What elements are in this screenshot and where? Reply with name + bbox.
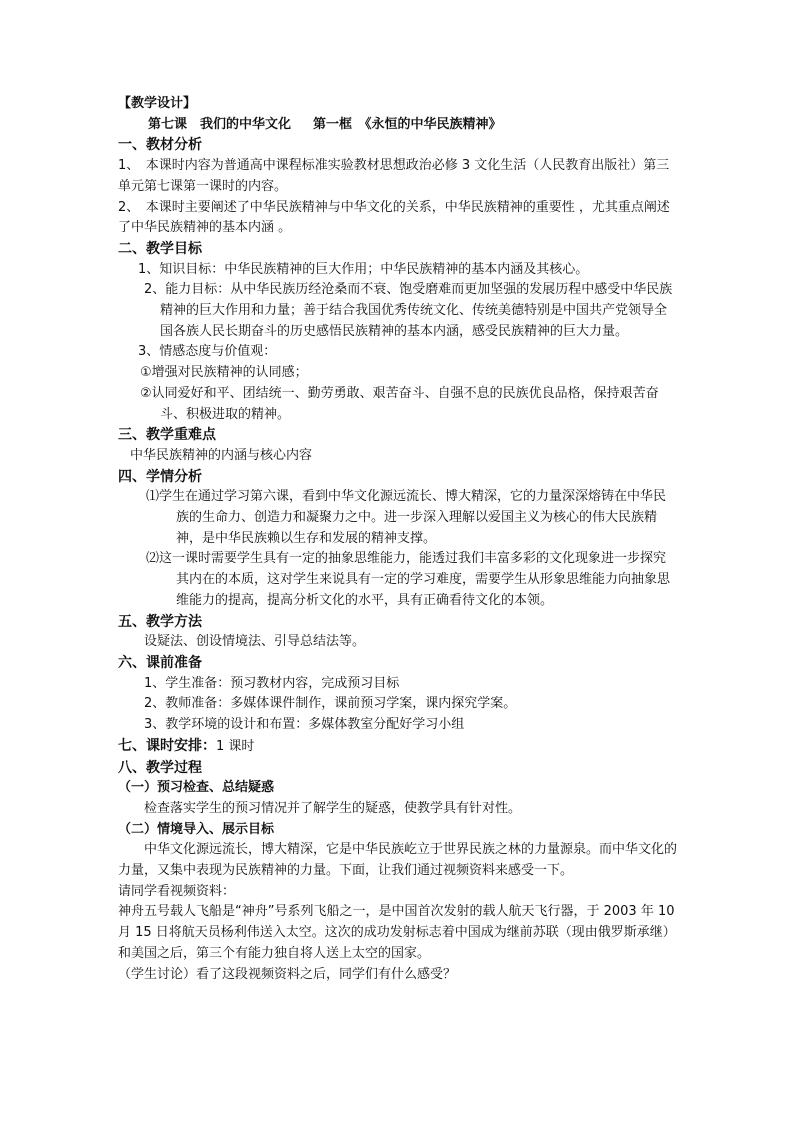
section-heading-teaching-methods: 五、教学方法 xyxy=(118,613,202,630)
goal-emotion-heading: 3、情感态度与价值观： xyxy=(138,344,277,360)
teaching-methods-text: 设疑法、创设情境法、引导总结法等。 xyxy=(144,634,366,650)
textbook-analysis-item-1: 1、 本课时内容为普通高中课程标准实验教材思想政治必修 3 文化生活（人民教育出版社）第三单元第七课第一课时的内容。 xyxy=(118,158,670,194)
discussion-question: （学生讨论）看了这段视频资料之后，同学们有什么感受？ xyxy=(118,966,457,982)
preparation-teacher: 2、教师准备：多媒体课件制作，课前预习学案，课内探究学案。 xyxy=(144,696,517,712)
document-header: 【教学设计】 xyxy=(118,96,197,111)
lesson-title xyxy=(118,115,678,136)
goal-emotion-item-2: ②认同爱好和平、团结统一、勤劳勇敢、艰苦奋斗、自强不息的民族优良品格，保持艰苦奋斗、积极进取的精神。 xyxy=(140,385,659,422)
student-analysis-item-1: ⑴学生在通过学习第六课，看到中华文化源远流长、博大精深，它的力量深深熔铸在中华民族的生命力、创造力和凝聚力之中。进一步深入理解以爱国主义为核心的伟大民族精神，是中华民族赖以生存和发展的精神支撑。 xyxy=(146,489,667,546)
key-points-text: 中华民族精神的内涵与核心内容 xyxy=(130,447,313,463)
schedule-line xyxy=(118,736,678,758)
section-heading-teaching-goals: 二、教学目标 xyxy=(118,240,202,257)
preparation-environment: 3、教学环境的设计和布置：多媒体教室分配好学习小组 xyxy=(144,717,465,733)
frame-name: 第一框 《永恒的中华民族精神》 xyxy=(313,116,502,132)
section-heading-schedule: 七、课时安排： xyxy=(118,737,216,754)
process-subtext-1: 检查落实学生的预习情况并了解学生的疑惑，使教学具有针对性。 xyxy=(144,800,522,816)
lesson-name: 第七课 我们的中华文化 xyxy=(148,116,292,132)
video-material: 神舟五号载人飞船是“神舟”号系列飞船之一，是中国首次发射的载人航天飞行器，于 2003 年 10 月 15 日将航天员杨利伟送入太空。这次的成功发射标志着中国成为继前苏联（现由俄罗斯承继）和美国之后，第三个有能力独自将人送上太空的国家。 xyxy=(118,904,676,961)
goal-knowledge: 1、知识目标：中华民族精神的巨大作用；中华民族精神的基本内涵及其核心。 xyxy=(138,261,589,277)
section-heading-process: 八、教学过程 xyxy=(118,759,202,776)
schedule-value: 1 课时 xyxy=(216,738,255,754)
video-prompt: 请同学看视频资料： xyxy=(118,883,236,899)
section-heading-preparation: 六、课前准备 xyxy=(118,654,202,671)
student-analysis-item-2: ⑵这一课时需要学生具有一定的抽象思维能力，能透过我们丰富多彩的文化现象进一步探究其内在的本质，这对学生来说具有一定的学习难度，需要学生从形象思维能力向抽象思维能力的提高，提高分析文化的水平，具有正确看待文化的本领。 xyxy=(146,551,671,608)
goal-ability: 2、能力目标：从中华民族历经沧桑而不衰、饱受磨难而更加坚强的发展历程中感受中华民族精神的巨大作用和力量；善于结合我国优秀传统文化、传统美德特别是中国共产党领导全国各族人民长期奋斗的历史感悟民族精神的基本内涵，感受民族精神的巨大力量。 xyxy=(144,282,673,339)
document-body xyxy=(118,94,678,985)
section-heading-key-points: 三、教学重难点 xyxy=(118,427,216,444)
process-subheading-1: （一）预习检查、总结疑惑 xyxy=(118,780,275,796)
process-subheading-2: （二）情境导入、展示目标 xyxy=(118,821,275,837)
preparation-student: 1、学生准备：预习教材内容，完成预习目标 xyxy=(144,675,400,691)
textbook-analysis-item-2: 2、 本课时主要阐述了中华民族精神与中华文化的关系，中华民族精神的重要性 ，尤其重点阐述了中华民族精神的基本内涵 。 xyxy=(118,199,670,236)
section-heading-student-analysis: 四、学情分析 xyxy=(118,468,202,485)
section-heading-textbook-analysis: 一、教材分析 xyxy=(118,137,202,154)
process-subtext-2: 中华文化源远流长，博大精深，它是中华民族屹立于世界民族之林的力量源泉。而中华文化的力量，又集中表现为民族精神的力量。下面，让我们通过视频资料来感受一下。 xyxy=(118,842,678,879)
goal-emotion-item-1: ①增强对民族精神的认同感； xyxy=(140,365,308,381)
